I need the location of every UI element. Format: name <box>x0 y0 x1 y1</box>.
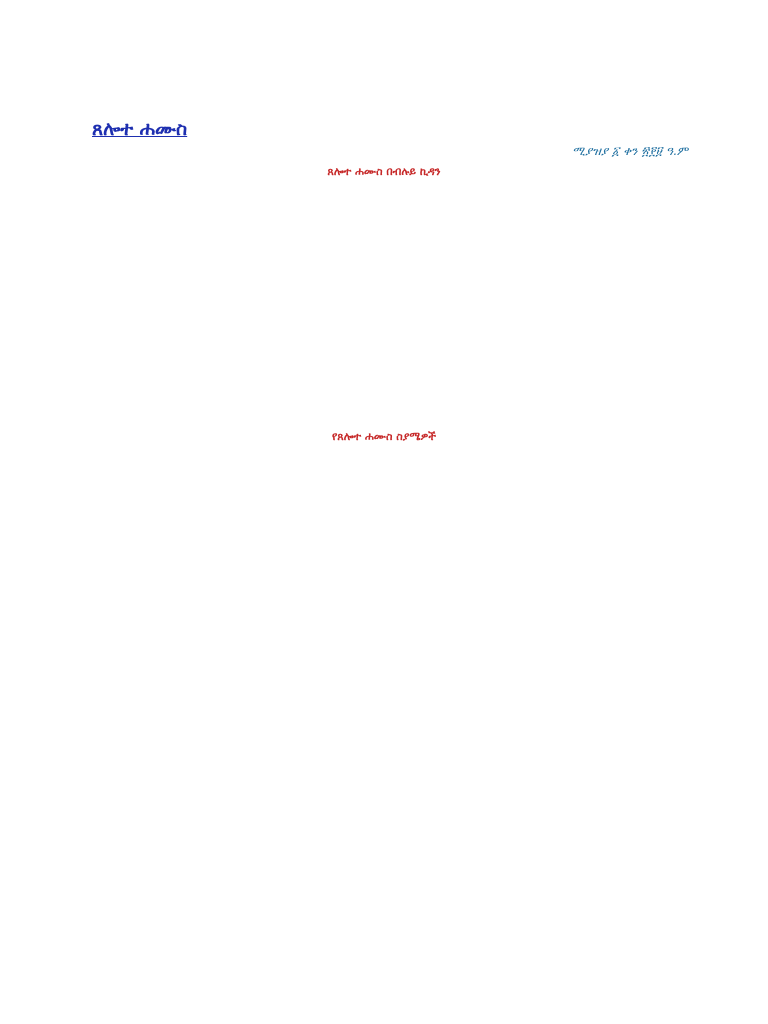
document-date: ሚያዝያ ፩ ቀን ፳፻፱ ዓ.ም <box>572 144 688 158</box>
paragraph <box>92 822 676 866</box>
paragraph <box>92 445 676 570</box>
section-heading-old-testament: ጸሎተ ሐሙስ በብሉይ ኪዳን <box>327 165 441 178</box>
paragraph <box>92 325 676 415</box>
document-title[interactable]: ጸሎተ ሐሙስ <box>92 118 188 140</box>
paragraph <box>92 572 676 720</box>
paragraph <box>92 190 676 320</box>
paragraph <box>92 870 676 932</box>
paragraph <box>92 722 676 767</box>
section-heading-names: የጸሎተ ሐሙስ ስያሜዎች <box>331 430 437 443</box>
paragraph <box>92 772 676 817</box>
